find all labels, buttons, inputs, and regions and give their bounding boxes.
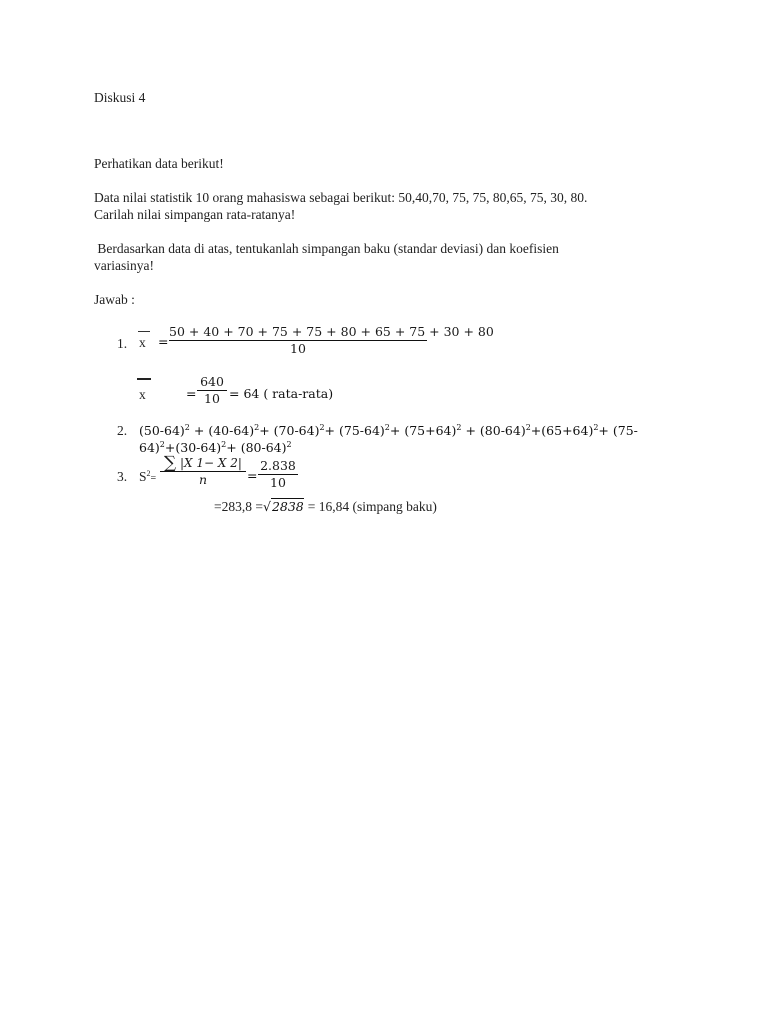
step2-line2-term-operator: +: [164, 440, 176, 455]
question1-line2: Carilah nilai simpangan rata-ratanya!: [94, 207, 296, 222]
step2-line1-term-base: (70-64): [273, 423, 320, 438]
step3-value-numerator: 2.838: [260, 458, 296, 473]
step2-line1-term-exponent: 2: [184, 423, 190, 432]
step2-line1-term-base: (65+64): [541, 423, 594, 438]
step3-numerator: [160, 455, 246, 471]
step2-line2-term-base: 64): [139, 440, 160, 455]
step3-number: 3.: [117, 469, 128, 484]
sqrt-sign: √: [262, 499, 271, 514]
step2-line1-term-exponent: 2: [456, 423, 462, 432]
step2-line1-term-exponent: 2: [593, 423, 599, 432]
step2-line2-term-operator: +: [226, 440, 241, 455]
question1-line1: Data nilai statistik 10 orang mahasiswa sebagai berikut: 50,40,70, 75, 75, 80,65, 75, 30, 80.: [94, 190, 588, 205]
step2-line2-term-exponent: 2: [286, 440, 292, 449]
step2-line1-term-base: (75-64): [339, 423, 385, 438]
step1-denominator: 10: [290, 341, 306, 356]
sum-sign: ∑: [164, 453, 177, 473]
step2-line1-term-base: (75+64): [404, 423, 457, 438]
step1-mean-overbar: [138, 331, 150, 332]
step2-line2-term-base: (80-64): [240, 440, 287, 455]
variance-letter: S: [139, 469, 147, 484]
step1-number: 1.: [117, 336, 128, 351]
question2-line1: Berdasarkan data di atas, tentukanlah simpangan baku (standar deviasi) dan koefisien: [94, 241, 559, 256]
step2-line1-term-operator: +: [259, 423, 274, 438]
step3-equals: =: [247, 468, 258, 483]
step2-line1-term-base: (50-64): [139, 423, 185, 438]
step2-line1-term-operator: +: [389, 423, 405, 438]
step1b-mean-symbol: x: [139, 387, 146, 402]
step3-denominator: n: [198, 472, 208, 487]
step2-line1-term-base: (40-64): [208, 423, 255, 438]
step1b-equals: =: [186, 386, 197, 401]
step2-line1-term-base: (80-64): [479, 423, 526, 438]
step1b-mean-overbar: [137, 378, 151, 380]
step2-line1-term-operator: +: [189, 423, 209, 438]
step1b-denominator: 10: [204, 391, 220, 406]
step3-fraction-value: [258, 458, 298, 491]
variance-equals: =: [150, 473, 157, 484]
step2-line1-term-exponent: 2: [319, 423, 325, 432]
step3-value-denominator: 10: [270, 475, 286, 490]
step1b-numerator: 640: [200, 374, 224, 389]
step2-line2-term-base: (30-64): [175, 440, 222, 455]
step2-line1-term-operator: +: [461, 423, 480, 438]
step2-line1-term-exponent: 2: [384, 423, 390, 432]
step3-line2-result: = 16,84 (simpang baku): [307, 499, 437, 514]
step3-fraction-main: [160, 455, 246, 488]
step2-line2-term-exponent: 2: [221, 440, 227, 449]
variance-exponent: 2: [146, 469, 151, 478]
step3-line2: [214, 498, 437, 515]
step1b-fraction: [197, 374, 227, 407]
step3-line2-prefix: =283,8 =: [214, 499, 263, 514]
step2-line1-term-exponent: 2: [525, 423, 531, 432]
question2-line2: variasinya!: [94, 258, 154, 273]
step2-expression-line2: [139, 439, 292, 456]
answer-label: Jawab :: [94, 292, 135, 307]
step2-line1-term-exponent: 2: [254, 423, 260, 432]
step2-line2-term-exponent: 2: [159, 440, 165, 449]
intro-text: Perhatikan data berikut!: [94, 156, 224, 171]
step2-line1-term-operator: + (75-: [598, 423, 638, 438]
step1-mean-symbol: x: [139, 335, 146, 350]
step3-numerator-expr: |X 1− X 2|: [180, 456, 242, 470]
step2-number: 2.: [117, 423, 128, 438]
step2-expression-line1: [139, 422, 638, 439]
step1-equals: =: [158, 334, 169, 349]
document-title: Diskusi 4: [94, 90, 146, 105]
step2-line1-term-operator: +: [530, 423, 542, 438]
step3-variance-symbol: [139, 468, 156, 487]
sqrt-value: 2838: [271, 499, 304, 514]
step2-line1-term-operator: +: [324, 423, 339, 438]
step1-numerator: 50 + 40 + 70 + 75 + 75 + 80 + 65 + 75 + 30 + 80: [169, 324, 494, 339]
step1b-result: = 64 ( rata-rata): [229, 386, 334, 401]
step1-fraction: [169, 324, 494, 357]
